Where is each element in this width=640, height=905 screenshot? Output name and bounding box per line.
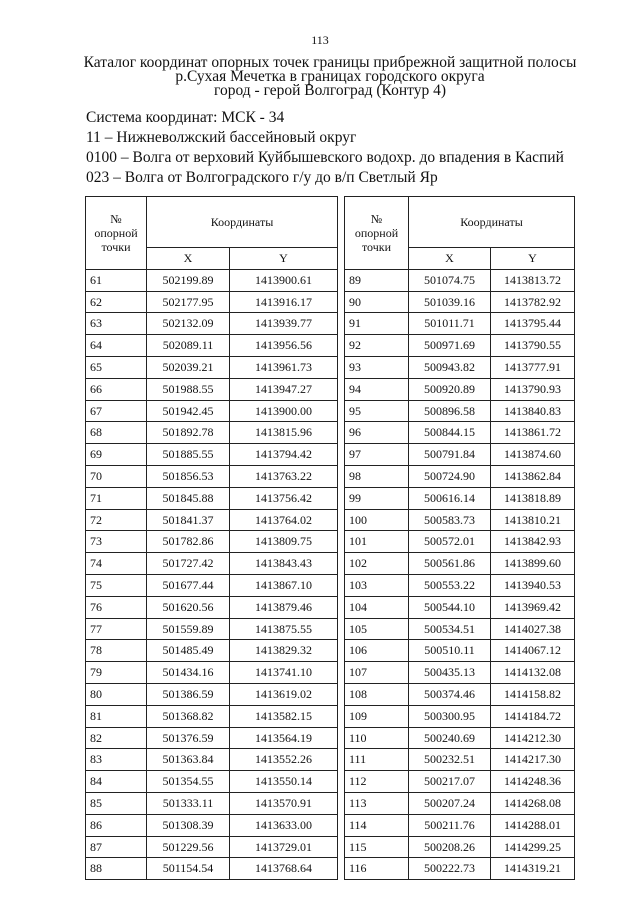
y-value: 1414268.08	[491, 792, 575, 814]
y-value: 1413900.00	[230, 400, 338, 422]
y-value: 1414288.01	[491, 814, 575, 836]
point-number-header: № опорной точки	[86, 197, 147, 270]
point-number: 73	[86, 531, 147, 553]
table-row	[86, 683, 338, 705]
y-value: 1413840.83	[491, 400, 575, 422]
x-value: 502089.11	[147, 335, 230, 357]
y-value: 1414248.36	[491, 771, 575, 793]
table-row	[345, 749, 575, 771]
table-row	[345, 313, 575, 335]
system-line: 0100 – Волга от верховий Куйбышевского водохр. до впадения в Каспий	[86, 149, 564, 166]
x-value: 501559.89	[147, 618, 230, 640]
point-number: 72	[86, 509, 147, 531]
table-row	[86, 378, 338, 400]
table-row	[345, 640, 575, 662]
table-row	[86, 836, 338, 858]
document-title	[60, 56, 600, 98]
x-value: 500435.13	[409, 662, 491, 684]
table-row	[345, 291, 575, 313]
y-value: 1413818.89	[491, 487, 575, 509]
point-number: 76	[86, 596, 147, 618]
table-row	[86, 313, 338, 335]
x-value: 501308.39	[147, 814, 230, 836]
x-value: 501727.42	[147, 553, 230, 575]
x-value: 500217.07	[409, 771, 491, 793]
x-value: 501386.59	[147, 683, 230, 705]
table-row	[345, 814, 575, 836]
y-value: 1413813.72	[491, 269, 575, 291]
y-header: Y	[230, 248, 338, 270]
point-number: 108	[345, 683, 409, 705]
title-line: р.Сухая Мечетка в границах городского округа	[175, 68, 485, 85]
point-number: 87	[86, 836, 147, 858]
point-number: 61	[86, 269, 147, 291]
coordinates-table-left	[85, 196, 338, 880]
y-value: 1413741.10	[230, 662, 338, 684]
point-number: 112	[345, 771, 409, 793]
y-value: 1413875.55	[230, 618, 338, 640]
table-row	[86, 814, 338, 836]
x-value: 501434.16	[147, 662, 230, 684]
table-row	[86, 618, 338, 640]
point-number: 102	[345, 553, 409, 575]
table-row	[86, 335, 338, 357]
point-number: 81	[86, 705, 147, 727]
y-value: 1414299.25	[491, 836, 575, 858]
table-row	[345, 705, 575, 727]
y-value: 1413861.72	[491, 422, 575, 444]
y-value: 1413782.92	[491, 291, 575, 313]
y-value: 1413874.60	[491, 444, 575, 466]
y-value: 1413764.02	[230, 509, 338, 531]
point-number: 82	[86, 727, 147, 749]
table-row	[86, 792, 338, 814]
y-value: 1413809.75	[230, 531, 338, 553]
x-value: 501074.75	[409, 269, 491, 291]
x-value: 500300.95	[409, 705, 491, 727]
y-value: 1413570.91	[230, 792, 338, 814]
table-row	[86, 705, 338, 727]
x-value: 500240.69	[409, 727, 491, 749]
point-number: 71	[86, 487, 147, 509]
x-value: 500724.90	[409, 465, 491, 487]
table-row	[345, 836, 575, 858]
table-row	[86, 444, 338, 466]
x-value: 501011.71	[409, 313, 491, 335]
table-row	[345, 356, 575, 378]
point-number: 79	[86, 662, 147, 684]
y-value: 1413763.22	[230, 465, 338, 487]
point-number: 78	[86, 640, 147, 662]
x-value: 501376.59	[147, 727, 230, 749]
table-row	[86, 640, 338, 662]
y-value: 1413582.15	[230, 705, 338, 727]
x-value: 501229.56	[147, 836, 230, 858]
system-line: 11 – Нижневолжский бассейновый округ	[86, 129, 357, 146]
y-header: Y	[491, 248, 575, 270]
x-value: 502039.21	[147, 356, 230, 378]
table-row	[345, 487, 575, 509]
point-number: 114	[345, 814, 409, 836]
y-value: 1414184.72	[491, 705, 575, 727]
table-row	[86, 269, 338, 291]
point-number: 111	[345, 749, 409, 771]
x-value: 501363.84	[147, 749, 230, 771]
point-number: 89	[345, 269, 409, 291]
point-number: 94	[345, 378, 409, 400]
y-value: 1413795.44	[491, 313, 575, 335]
coordinate-system-info	[86, 108, 606, 188]
point-number: 64	[86, 335, 147, 357]
table-row	[345, 531, 575, 553]
y-value: 1413842.93	[491, 531, 575, 553]
x-value: 501856.53	[147, 465, 230, 487]
y-value: 1413829.32	[230, 640, 338, 662]
table-row	[86, 465, 338, 487]
point-number: 104	[345, 596, 409, 618]
y-value: 1413564.19	[230, 727, 338, 749]
y-value: 1413790.55	[491, 335, 575, 357]
x-value: 500791.84	[409, 444, 491, 466]
point-number: 97	[345, 444, 409, 466]
table-row	[345, 465, 575, 487]
x-value: 502177.95	[147, 291, 230, 313]
point-number: 67	[86, 400, 147, 422]
x-header: X	[147, 248, 230, 270]
point-number: 66	[86, 378, 147, 400]
x-value: 501845.88	[147, 487, 230, 509]
x-value: 500920.89	[409, 378, 491, 400]
point-number: 75	[86, 574, 147, 596]
y-value: 1413939.77	[230, 313, 338, 335]
page-number: 113	[311, 33, 329, 47]
table-row	[345, 662, 575, 684]
y-value: 1413756.42	[230, 487, 338, 509]
x-value: 500211.76	[409, 814, 491, 836]
table-row	[86, 574, 338, 596]
point-number-header: № опорной точки	[345, 197, 409, 270]
x-value: 500844.15	[409, 422, 491, 444]
x-value: 500572.01	[409, 531, 491, 553]
point-number: 62	[86, 291, 147, 313]
table-row	[86, 771, 338, 793]
table-row	[86, 531, 338, 553]
table-row	[86, 422, 338, 444]
y-value: 1413956.56	[230, 335, 338, 357]
point-number: 90	[345, 291, 409, 313]
table-row	[86, 356, 338, 378]
system-line: 023 – Волга от Волгоградского г/у до в/п Светлый Яр	[86, 169, 438, 186]
x-value: 501333.11	[147, 792, 230, 814]
coordinates-header: Координаты	[409, 197, 575, 248]
point-number: 70	[86, 465, 147, 487]
x-value: 501677.44	[147, 574, 230, 596]
table-row	[86, 553, 338, 575]
y-value: 1413552.26	[230, 749, 338, 771]
y-value: 1414132.08	[491, 662, 575, 684]
x-value: 501154.54	[147, 858, 230, 880]
table-row	[345, 444, 575, 466]
y-value: 1413867.10	[230, 574, 338, 596]
point-number: 84	[86, 771, 147, 793]
table-row	[86, 727, 338, 749]
point-number: 101	[345, 531, 409, 553]
y-value: 1413633.00	[230, 814, 338, 836]
point-number: 115	[345, 836, 409, 858]
point-number: 74	[86, 553, 147, 575]
y-value: 1413862.84	[491, 465, 575, 487]
x-value: 501885.55	[147, 444, 230, 466]
x-value: 500553.22	[409, 574, 491, 596]
system-line: Система координат: МСК - 34	[86, 109, 285, 126]
title-line: город - герой Волгоград (Контур 4)	[214, 82, 446, 99]
y-value: 1414212.30	[491, 727, 575, 749]
x-value: 501841.37	[147, 509, 230, 531]
x-value: 500896.58	[409, 400, 491, 422]
x-value: 500943.82	[409, 356, 491, 378]
x-value: 500534.51	[409, 618, 491, 640]
y-value: 1413899.60	[491, 553, 575, 575]
table-row	[345, 618, 575, 640]
table-row	[345, 378, 575, 400]
y-value: 1413947.27	[230, 378, 338, 400]
point-number: 100	[345, 509, 409, 531]
y-value: 1413843.43	[230, 553, 338, 575]
y-value: 1413916.17	[230, 291, 338, 313]
y-value: 1414158.82	[491, 683, 575, 705]
table-row	[345, 596, 575, 618]
x-value: 500208.26	[409, 836, 491, 858]
table-row	[345, 269, 575, 291]
point-number: 68	[86, 422, 147, 444]
y-value: 1414067.12	[491, 640, 575, 662]
title-line: Каталог координат опорных точек границы прибрежной защитной полосы	[83, 54, 577, 71]
y-value: 1413768.64	[230, 858, 338, 880]
y-value: 1413790.93	[491, 378, 575, 400]
point-number: 77	[86, 618, 147, 640]
x-value: 500583.73	[409, 509, 491, 531]
y-value: 1413777.91	[491, 356, 575, 378]
table-row	[345, 335, 575, 357]
y-value: 1413729.01	[230, 836, 338, 858]
x-value: 500374.46	[409, 683, 491, 705]
x-value: 500544.10	[409, 596, 491, 618]
point-number: 65	[86, 356, 147, 378]
coordinates-table-right	[344, 196, 575, 880]
table-row	[86, 487, 338, 509]
y-value: 1414027.38	[491, 618, 575, 640]
point-number: 105	[345, 618, 409, 640]
x-value: 501620.56	[147, 596, 230, 618]
table-row	[345, 422, 575, 444]
point-number: 96	[345, 422, 409, 444]
x-value: 500616.14	[409, 487, 491, 509]
table-row	[345, 574, 575, 596]
y-value: 1413961.73	[230, 356, 338, 378]
point-number: 103	[345, 574, 409, 596]
x-header: X	[409, 248, 491, 270]
y-value: 1413940.53	[491, 574, 575, 596]
point-number: 116	[345, 858, 409, 880]
table-row	[345, 400, 575, 422]
table-row	[345, 727, 575, 749]
point-number: 99	[345, 487, 409, 509]
x-value: 502132.09	[147, 313, 230, 335]
x-value: 501354.55	[147, 771, 230, 793]
x-value: 500561.86	[409, 553, 491, 575]
point-number: 109	[345, 705, 409, 727]
x-value: 501039.16	[409, 291, 491, 313]
table-row	[86, 509, 338, 531]
y-value: 1413900.61	[230, 269, 338, 291]
point-number: 91	[345, 313, 409, 335]
table-row	[345, 553, 575, 575]
point-number: 63	[86, 313, 147, 335]
y-value: 1413550.14	[230, 771, 338, 793]
table-row	[86, 858, 338, 880]
point-number: 88	[86, 858, 147, 880]
x-value: 501988.55	[147, 378, 230, 400]
point-number: 93	[345, 356, 409, 378]
point-number: 69	[86, 444, 147, 466]
point-number: 95	[345, 400, 409, 422]
point-number: 86	[86, 814, 147, 836]
y-value: 1414319.21	[491, 858, 575, 880]
x-value: 501892.78	[147, 422, 230, 444]
y-value: 1413879.46	[230, 596, 338, 618]
point-number: 98	[345, 465, 409, 487]
point-number: 83	[86, 749, 147, 771]
table-row	[86, 749, 338, 771]
table-row	[345, 858, 575, 880]
x-value: 500510.11	[409, 640, 491, 662]
point-number: 85	[86, 792, 147, 814]
x-value: 500207.24	[409, 792, 491, 814]
point-number: 107	[345, 662, 409, 684]
x-value: 500971.69	[409, 335, 491, 357]
table-row	[86, 662, 338, 684]
x-value: 500222.73	[409, 858, 491, 880]
point-number: 106	[345, 640, 409, 662]
y-value: 1414217.30	[491, 749, 575, 771]
table-row	[86, 400, 338, 422]
x-value: 501485.49	[147, 640, 230, 662]
x-value: 502199.89	[147, 269, 230, 291]
table-row	[86, 291, 338, 313]
x-value: 501368.82	[147, 705, 230, 727]
x-value: 501782.86	[147, 531, 230, 553]
point-number: 110	[345, 727, 409, 749]
point-number: 92	[345, 335, 409, 357]
table-row	[345, 792, 575, 814]
table-row	[345, 509, 575, 531]
x-value: 501942.45	[147, 400, 230, 422]
table-row	[345, 683, 575, 705]
table-row	[86, 596, 338, 618]
y-value: 1413619.02	[230, 683, 338, 705]
table-row	[345, 771, 575, 793]
y-value: 1413969.42	[491, 596, 575, 618]
point-number: 113	[345, 792, 409, 814]
y-value: 1413794.42	[230, 444, 338, 466]
coordinates-header: Координаты	[147, 197, 338, 248]
y-value: 1413815.96	[230, 422, 338, 444]
point-number: 80	[86, 683, 147, 705]
y-value: 1413810.21	[491, 509, 575, 531]
x-value: 500232.51	[409, 749, 491, 771]
